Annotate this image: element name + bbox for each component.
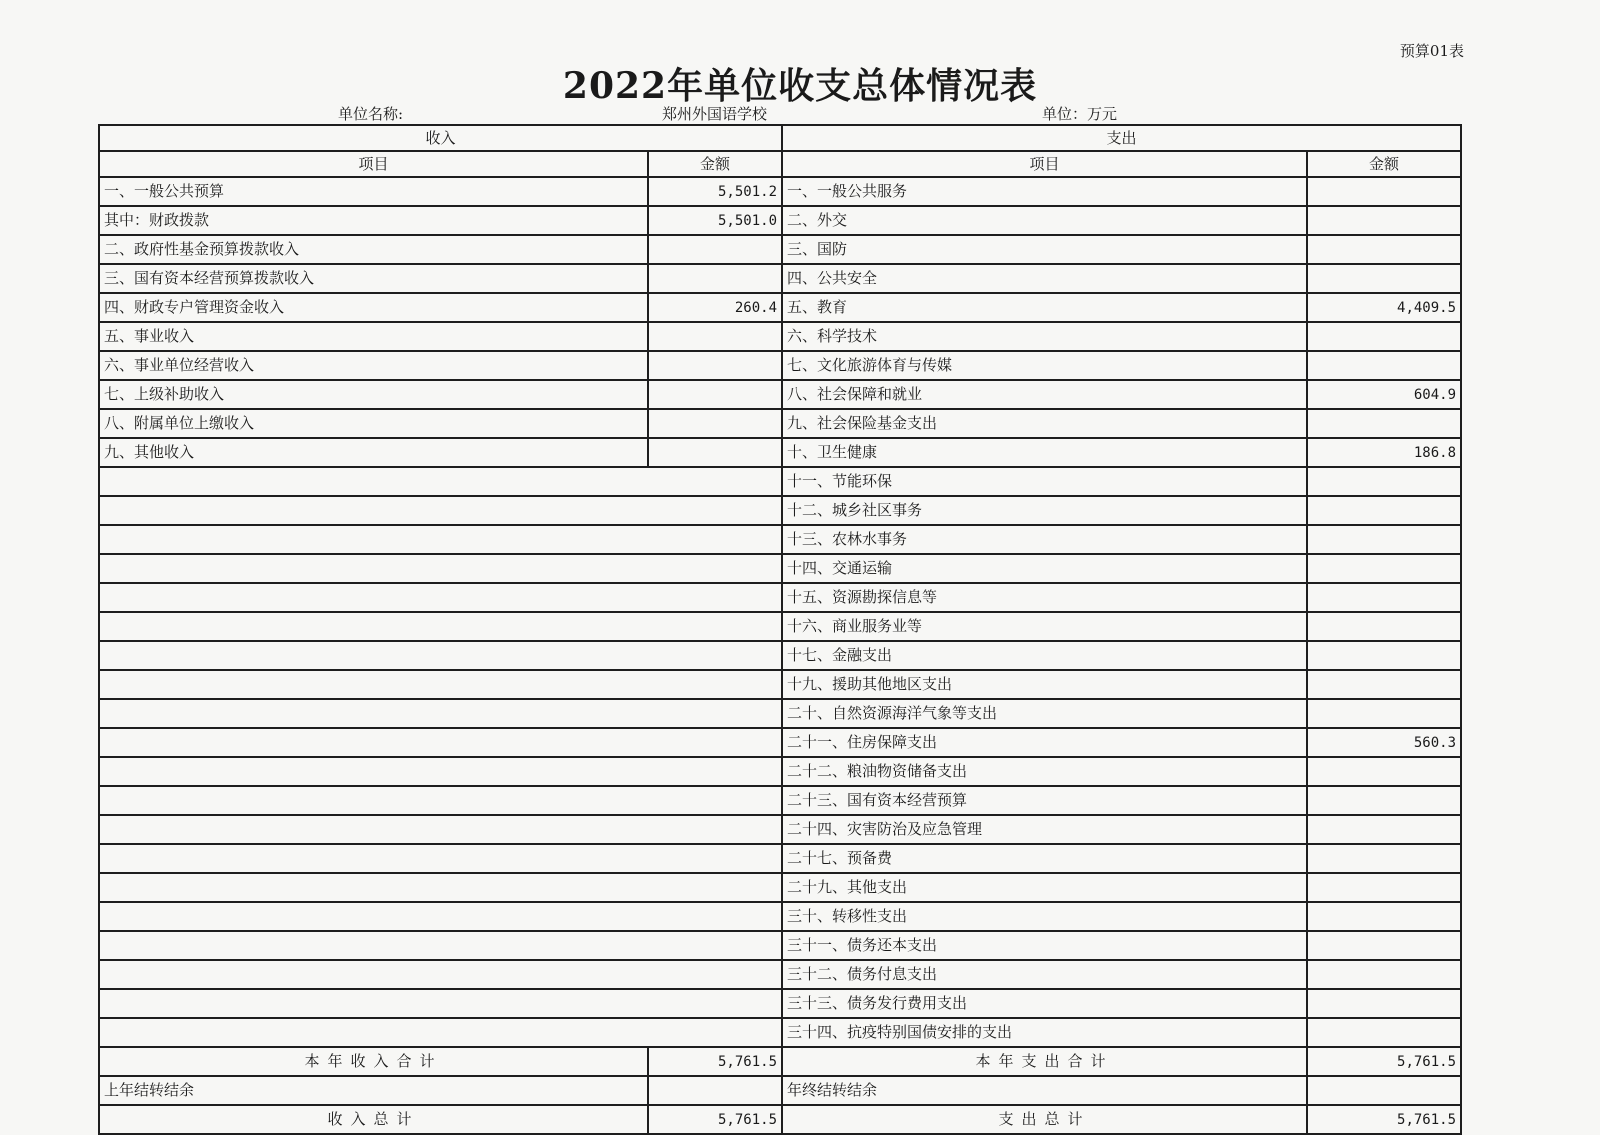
expense-grand-total-amount: 5,761.5 — [1307, 1105, 1461, 1134]
income-item: 七、上级补助收入 — [99, 380, 648, 409]
expense-amount — [1307, 815, 1461, 844]
income-blank-cell — [99, 844, 782, 873]
income-blank-cell — [99, 699, 782, 728]
table-row — [99, 293, 1461, 322]
table-row — [99, 467, 1461, 496]
expense-year-total-amount: 5,761.5 — [1307, 1047, 1461, 1076]
expense-amount — [1307, 844, 1461, 873]
table-row — [99, 235, 1461, 264]
expense-amount — [1307, 1018, 1461, 1047]
expense-item: 十三、农林水事务 — [782, 525, 1307, 554]
expense-amount — [1307, 989, 1461, 1018]
expense-item: 二十四、灾害防治及应急管理 — [782, 815, 1307, 844]
income-blank-cell — [99, 989, 782, 1018]
expense-item: 三十四、抗疫特别国债安排的支出 — [782, 1018, 1307, 1047]
expense-item: 十九、援助其他地区支出 — [782, 670, 1307, 699]
table-row — [99, 728, 1461, 757]
table-row — [99, 438, 1461, 467]
expense-amount — [1307, 525, 1461, 554]
expense-amount — [1307, 554, 1461, 583]
table-row — [99, 902, 1461, 931]
expense-item: 二十三、国有资本经营预算 — [782, 786, 1307, 815]
income-item: 八、附属单位上缴收入 — [99, 409, 648, 438]
income-blank-cell — [99, 902, 782, 931]
unit-name-label: 单位名称: — [338, 105, 404, 123]
income-item: 三、国有资本经营预算拨款收入 — [99, 264, 648, 293]
income-blank-cell — [99, 873, 782, 902]
expense-amount — [1307, 699, 1461, 728]
income-blank-cell — [99, 612, 782, 641]
income-item: 五、事业收入 — [99, 322, 648, 351]
income-blank-cell — [99, 815, 782, 844]
expense-grand-total-label: 支出总计 — [782, 1105, 1307, 1134]
income-amount: 5,501.0 — [648, 206, 782, 235]
expense-item: 三十三、债务发行费用支出 — [782, 989, 1307, 1018]
expense-amount — [1307, 670, 1461, 699]
expense-amount — [1307, 873, 1461, 902]
expense-amount — [1307, 757, 1461, 786]
expense-item: 二十九、其他支出 — [782, 873, 1307, 902]
income-amount: 260.4 — [648, 293, 782, 322]
expense-header: 支出 — [782, 125, 1461, 151]
year-end-carryover-amount — [1307, 1076, 1461, 1105]
expense-item: 三十一、债务还本支出 — [782, 931, 1307, 960]
table-row — [99, 670, 1461, 699]
expense-amount — [1307, 264, 1461, 293]
income-amount — [648, 351, 782, 380]
income-amount — [648, 380, 782, 409]
table-row — [99, 409, 1461, 438]
income-item: 四、财政专户管理资金收入 — [99, 293, 648, 322]
expense-item: 四、公共安全 — [782, 264, 1307, 293]
income-blank-cell — [99, 467, 782, 496]
income-blank-cell — [99, 931, 782, 960]
income-blank-cell — [99, 728, 782, 757]
expense-amount: 604.9 — [1307, 380, 1461, 409]
income-item: 九、其他收入 — [99, 438, 648, 467]
expense-item: 二十、自然资源海洋气象等支出 — [782, 699, 1307, 728]
income-item-header: 项目 — [99, 151, 648, 177]
table-row — [99, 612, 1461, 641]
expense-amount — [1307, 931, 1461, 960]
expense-amount — [1307, 409, 1461, 438]
income-grand-total-label: 收入总计 — [99, 1105, 648, 1134]
expense-amount-header: 金额 — [1307, 151, 1461, 177]
expense-item: 二十七、预备费 — [782, 844, 1307, 873]
income-amount — [648, 322, 782, 351]
year-end-carryover-label: 年终结转结余 — [782, 1076, 1307, 1105]
income-blank-cell — [99, 1018, 782, 1047]
table-row — [99, 583, 1461, 612]
table-row — [99, 815, 1461, 844]
measure-unit: 单位：万元 — [1042, 105, 1118, 123]
expense-item: 九、社会保险基金支出 — [782, 409, 1307, 438]
expense-item: 五、教育 — [782, 293, 1307, 322]
expense-item: 二十二、粮油物资储备支出 — [782, 757, 1307, 786]
table-row — [99, 960, 1461, 989]
page-title: 2022年单位收支总体情况表 — [562, 65, 1038, 107]
expense-amount — [1307, 786, 1461, 815]
income-year-total-amount: 5,761.5 — [648, 1047, 782, 1076]
table-row — [99, 206, 1461, 235]
expense-item: 十六、商业服务业等 — [782, 612, 1307, 641]
expense-item: 十二、城乡社区事务 — [782, 496, 1307, 525]
income-blank-cell — [99, 757, 782, 786]
expense-item: 十七、金融支出 — [782, 641, 1307, 670]
expense-item: 八、社会保障和就业 — [782, 380, 1307, 409]
table-row — [99, 757, 1461, 786]
expense-amount: 186.8 — [1307, 438, 1461, 467]
income-blank-cell — [99, 670, 782, 699]
income-item: 其中：财政拨款 — [99, 206, 648, 235]
table-row — [99, 931, 1461, 960]
expense-item: 三十、转移性支出 — [782, 902, 1307, 931]
table-row — [99, 496, 1461, 525]
income-year-total-label: 本年收入合计 — [99, 1047, 648, 1076]
expense-amount: 560.3 — [1307, 728, 1461, 757]
income-amount — [648, 409, 782, 438]
expense-item: 七、文化旅游体育与传媒 — [782, 351, 1307, 380]
income-item: 二、政府性基金预算拨款收入 — [99, 235, 648, 264]
expense-amount — [1307, 583, 1461, 612]
table-row — [99, 844, 1461, 873]
table-row — [99, 554, 1461, 583]
table-row — [99, 351, 1461, 380]
expense-item: 一、一般公共服务 — [782, 177, 1307, 206]
income-blank-cell — [99, 496, 782, 525]
table-row — [99, 177, 1461, 206]
expense-item: 二、外交 — [782, 206, 1307, 235]
expense-amount — [1307, 612, 1461, 641]
income-grand-total-amount: 5,761.5 — [648, 1105, 782, 1134]
income-blank-cell — [99, 960, 782, 989]
budget-table — [98, 124, 1462, 1135]
expense-item: 六、科学技术 — [782, 322, 1307, 351]
expense-amount — [1307, 322, 1461, 351]
table-row — [99, 873, 1461, 902]
expense-amount — [1307, 177, 1461, 206]
income-blank-cell — [99, 583, 782, 612]
expense-amount — [1307, 467, 1461, 496]
expense-item: 十、卫生健康 — [782, 438, 1307, 467]
expense-amount: 4,409.5 — [1307, 293, 1461, 322]
income-blank-cell — [99, 786, 782, 815]
income-item: 一、一般公共预算 — [99, 177, 648, 206]
expense-item: 二十一、住房保障支出 — [782, 728, 1307, 757]
expense-amount — [1307, 206, 1461, 235]
income-amount — [648, 264, 782, 293]
table-row — [99, 989, 1461, 1018]
table-row — [99, 699, 1461, 728]
expense-item: 三十二、债务付息支出 — [782, 960, 1307, 989]
expense-amount — [1307, 902, 1461, 931]
table-row — [99, 322, 1461, 351]
prior-carryover-label: 上年结转结余 — [99, 1076, 648, 1105]
form-number: 预算01表 — [1399, 42, 1464, 60]
expense-amount — [1307, 960, 1461, 989]
expense-item: 十一、节能环保 — [782, 467, 1307, 496]
expense-amount — [1307, 641, 1461, 670]
table-row — [99, 1018, 1461, 1047]
income-item: 六、事业单位经营收入 — [99, 351, 648, 380]
expense-item-header: 项目 — [782, 151, 1307, 177]
table-row — [99, 786, 1461, 815]
income-header: 收入 — [99, 125, 782, 151]
income-amount-header: 金额 — [648, 151, 782, 177]
expense-amount — [1307, 235, 1461, 264]
expense-amount — [1307, 496, 1461, 525]
income-amount — [648, 235, 782, 264]
expense-year-total-label: 本年支出合计 — [782, 1047, 1307, 1076]
expense-item: 三、国防 — [782, 235, 1307, 264]
unit-name-value: 郑州外国语学校 — [662, 105, 768, 123]
table-row — [99, 380, 1461, 409]
income-blank-cell — [99, 525, 782, 554]
expense-item: 十四、交通运输 — [782, 554, 1307, 583]
table-row — [99, 525, 1461, 554]
income-amount: 5,501.2 — [648, 177, 782, 206]
expense-item: 十五、资源勘探信息等 — [782, 583, 1307, 612]
table-row — [99, 641, 1461, 670]
income-amount — [648, 438, 782, 467]
prior-carryover-amount — [648, 1076, 782, 1105]
income-blank-cell — [99, 641, 782, 670]
expense-amount — [1307, 351, 1461, 380]
table-row — [99, 264, 1461, 293]
income-blank-cell — [99, 554, 782, 583]
